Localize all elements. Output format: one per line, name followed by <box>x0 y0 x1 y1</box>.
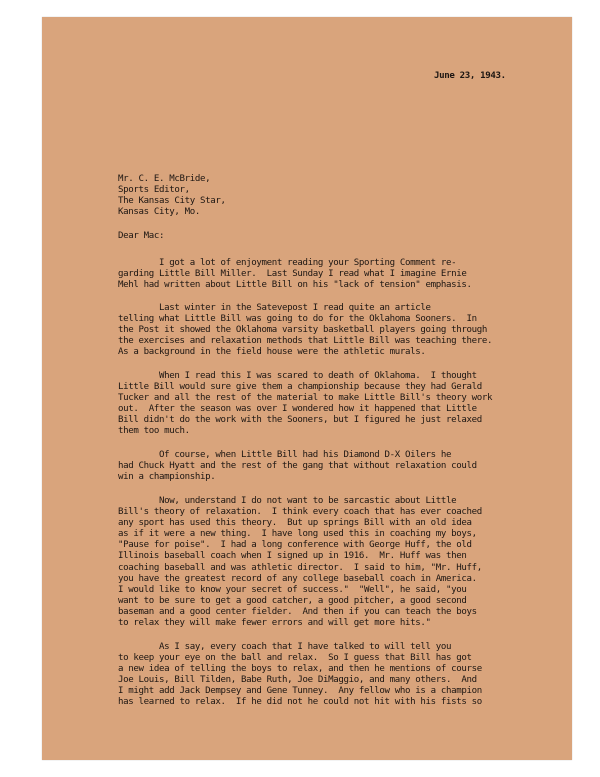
paragraph-line: coaching baseball and was athletic director. I said to him, "Mr. Huff, <box>118 562 482 573</box>
paragraph-line: When I read this I was scared to death of Oklahoma. I thought <box>118 371 477 381</box>
paragraph-line: win a championship. <box>118 472 216 483</box>
address-line: Kansas City, Mo. <box>118 207 200 218</box>
paragraph-line: want to be sure to get a good catcher, a good pitcher, a good second <box>118 595 467 606</box>
paragraph-line: Of course, when Little Bill had his Diamond D-X Oilers he <box>118 450 452 460</box>
paragraph-line: Now, understand I do not want to be sarcastic about Little <box>118 496 457 506</box>
paragraph-line: I might add Jack Dempsey and Gene Tunney. Any fellow who is a champion <box>118 686 482 697</box>
paragraph-line: the exercises and relaxation methods that Little Bill was teaching there. <box>118 336 493 347</box>
paragraph-line: out. After the season was over I wondered how it happened that Little <box>118 404 477 415</box>
paragraph-line: to keep your eye on the ball and relax. So I guess that Bill has got <box>118 653 472 664</box>
paragraph <box>118 371 568 438</box>
paragraph-line: Last winter in the Satevepost I read quite an article <box>118 303 431 313</box>
paragraph-line: "Pause for poise". I had a long conference with George Huff, the old <box>118 540 472 551</box>
paragraph <box>118 450 568 483</box>
address-line: Mr. C. E. McBride, <box>118 174 211 184</box>
paragraph <box>118 642 568 709</box>
paragraph-line: to relax they will make fewer errors and will get more hits." <box>118 618 431 629</box>
paragraph-line: Joe Louis, Bill Tilden, Babe Ruth, Joe DiMaggio, and many others. And <box>118 675 477 686</box>
letter-body <box>42 17 572 760</box>
salutation: Dear Mac: <box>118 231 165 241</box>
paragraph <box>118 258 568 291</box>
address-line: Sports Editor, <box>118 185 190 196</box>
paragraph-line: Little Bill would sure give them a championship because they had Gerald <box>118 382 482 393</box>
paragraph <box>118 303 568 358</box>
paragraph-line: I got a lot of enjoyment reading your Sporting Comment re- <box>118 258 457 268</box>
paragraph-line: has learned to relax. If he did not he could not hit with his fists so <box>118 697 482 708</box>
paragraph-line: baseman and a good center fielder. And then if you can teach the boys <box>118 606 477 617</box>
paragraph-line: I would like to know your secret of success." "Well", he said, "you <box>118 584 467 595</box>
paragraph-line: Tucker and all the rest of the material to make Little Bill's theory work <box>118 393 493 404</box>
paragraph-line: had Chuck Hyatt and the rest of the gang that without relaxation could <box>118 461 477 472</box>
paragraph-line: as if it were a new thing. I have long used this in coaching my boys, <box>118 529 477 540</box>
paragraph-line: garding Little Bill Miller. Last Sunday I read what I imagine Ernie <box>118 269 467 280</box>
paragraph-line: any sport has used this theory. But up springs Bill with an old idea <box>118 518 472 529</box>
paragraph-line: Mehl had written about Little Bill on his "lack of tension" emphasis. <box>118 280 472 291</box>
paragraph-line: them too much. <box>118 426 190 437</box>
recipient-address <box>118 174 226 218</box>
paragraph-line: Bill didn't do the work with the Sooners, but I figured he just relaxed <box>118 415 482 426</box>
paragraph-line: Bill's theory of relaxation. I think every coach that has ever coached <box>118 507 482 518</box>
paragraph-line: telling what Little Bill was going to do for the Oklahoma Sooners. In <box>118 314 477 325</box>
paragraph-line: As a background in the field house were the athletic murals. <box>118 347 426 358</box>
letter-date: June 23, 1943. <box>434 71 506 81</box>
paragraph-line: As I say, every coach that I have talked to will tell you <box>118 642 452 652</box>
address-line: The Kansas City Star, <box>118 196 226 207</box>
paragraph-line: a new idea of telling the boys to relax, and then he mentions of course <box>118 664 482 675</box>
paragraph-line: you have the greatest record of any college baseball coach in America. <box>118 573 477 584</box>
paragraph-line: the Post it showed the Oklahoma varsity basketball players going through <box>118 325 487 336</box>
paragraph <box>118 496 568 629</box>
paragraph-line: Illinois baseball coach when I signed up in 1916. Mr. Huff was then <box>118 551 467 562</box>
letter-sheet <box>42 17 572 760</box>
